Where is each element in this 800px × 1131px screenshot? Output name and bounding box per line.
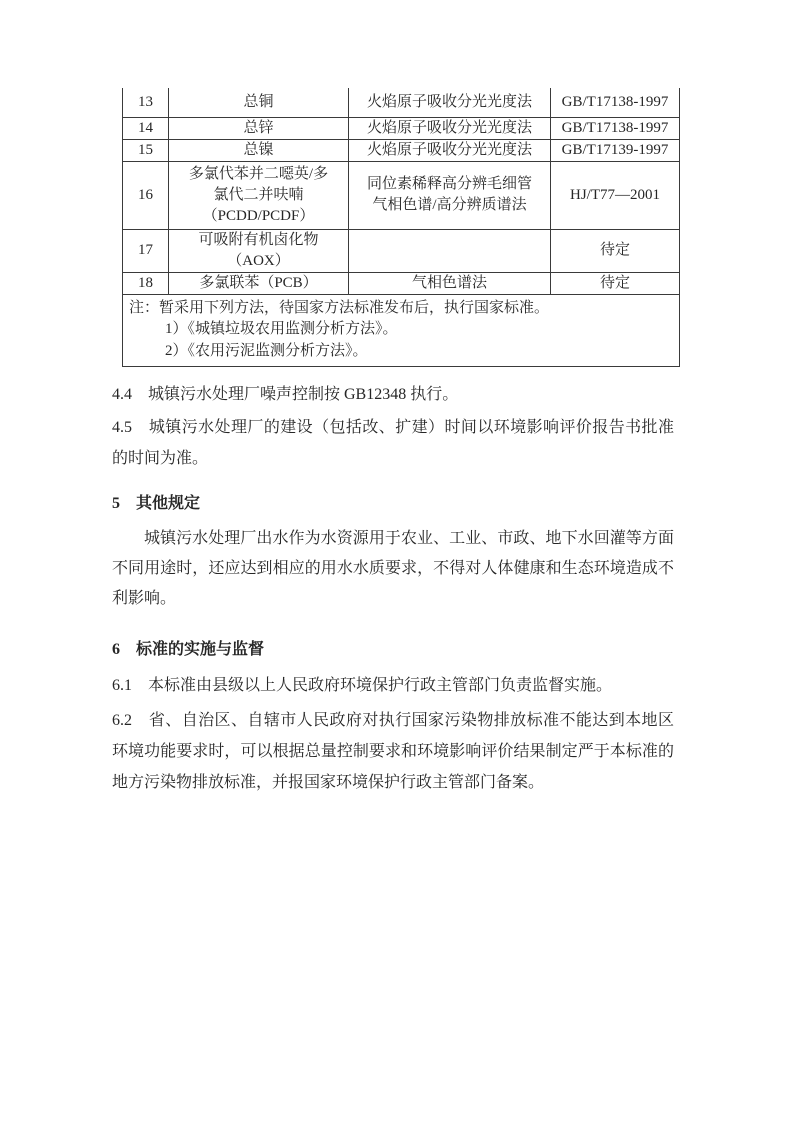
cell-pollutant-name — [169, 229, 349, 272]
cell-pollutant-name: 多氯联苯（PCB） — [169, 272, 349, 294]
cell-standard: 待定 — [551, 229, 680, 272]
table-row-15 — [123, 139, 680, 161]
cell-standard: 待定 — [551, 272, 680, 294]
cell-method-empty — [349, 229, 551, 272]
pollutant-name-line: 氯代二并呋喃 — [213, 186, 304, 203]
pollutant-name-line: （AOX） — [227, 252, 290, 269]
cell-standard: GB/T17139-1997 — [551, 139, 680, 161]
cell-no: 13 — [123, 88, 169, 117]
document-body — [112, 379, 674, 798]
cell-no: 15 — [123, 139, 169, 161]
section-5-paragraph: 城镇污水处理厂出水作为水资源用于农业、工业、市政、地下水回灌等方面不同用途时，还应达到相应的用水水质要求，不得对人体健康和生态环境造成不利影响。 — [112, 530, 674, 607]
analysis-methods-table — [122, 88, 680, 367]
cell-no: 18 — [123, 272, 169, 294]
cell-no: 16 — [123, 161, 169, 229]
method-line: 同位素稀释高分辨毛细管 — [366, 176, 532, 192]
clause-6-1: 6.1 本标准由县级以上人民政府环境保护行政主管部门负责监督实施。 — [112, 677, 613, 694]
section-6-heading: 6 标准的实施与监督 — [112, 641, 265, 658]
footnote-item: 2）《农用污泥监测分析方法》。 — [165, 342, 368, 359]
cell-method: 火焰原子吸收分光光度法 — [349, 139, 551, 161]
table-row-16 — [123, 161, 680, 229]
table-note-row — [123, 294, 680, 367]
cell-pollutant-name: 总锌 — [169, 117, 349, 139]
footnote-item: 1）《城镇垃圾农用监测分析方法》。 — [165, 321, 398, 337]
cell-method: 气相色谱法 — [349, 272, 551, 294]
table-row-17 — [123, 229, 680, 272]
cell-method — [349, 161, 551, 229]
cell-standard: GB/T17138-1997 — [551, 117, 680, 139]
cell-method: 火焰原子吸收分光光度法 — [349, 88, 551, 117]
section-5-heading: 5 其他规定 — [112, 495, 201, 512]
pollutant-name-line: 多氯代苯并二噁英/多 — [188, 165, 329, 182]
cell-standard: HJ/T77—2001 — [551, 161, 680, 229]
cell-no: 14 — [123, 117, 169, 139]
pollutant-name-line: （PCDD/PCDF） — [202, 207, 315, 224]
footnote-title: 注：暂采用下列方法，待国家方法标准发布后，执行国家标准。 — [129, 299, 550, 316]
table-row-18 — [123, 272, 680, 294]
pollutant-name-line: 可吸附有机卤化物 — [198, 231, 319, 248]
table-row-13 — [123, 88, 680, 117]
table-footnote — [123, 294, 680, 367]
clause-4-4: 4.4 城镇污水处理厂噪声控制按 GB12348 执行。 — [112, 386, 459, 403]
clause-6-2: 6.2 省、自治区、自辖市人民政府对执行国家污染物排放标准不能达到本地区环境功能要求时，可以根据总量控制要求和环境影响评价结果制定严于本标准的地方污染物排放标准，并报国家环境保护行政主管部门备案。 — [112, 712, 674, 791]
cell-no: 17 — [123, 229, 169, 272]
cell-pollutant-name — [169, 161, 349, 229]
clause-4-5: 4.5 城镇污水处理厂的建设（包括改、扩建）时间以环境影响评价报告书批准的时间为准。 — [112, 419, 674, 467]
method-line: 气相色谱/高分辨质谱法 — [372, 197, 527, 213]
table-row-14 — [123, 117, 680, 139]
cell-pollutant-name: 总镍 — [169, 139, 349, 161]
cell-standard: GB/T17138-1997 — [551, 88, 680, 117]
cell-pollutant-name: 总铜 — [169, 88, 349, 117]
cell-method: 火焰原子吸收分光光度法 — [349, 117, 551, 139]
